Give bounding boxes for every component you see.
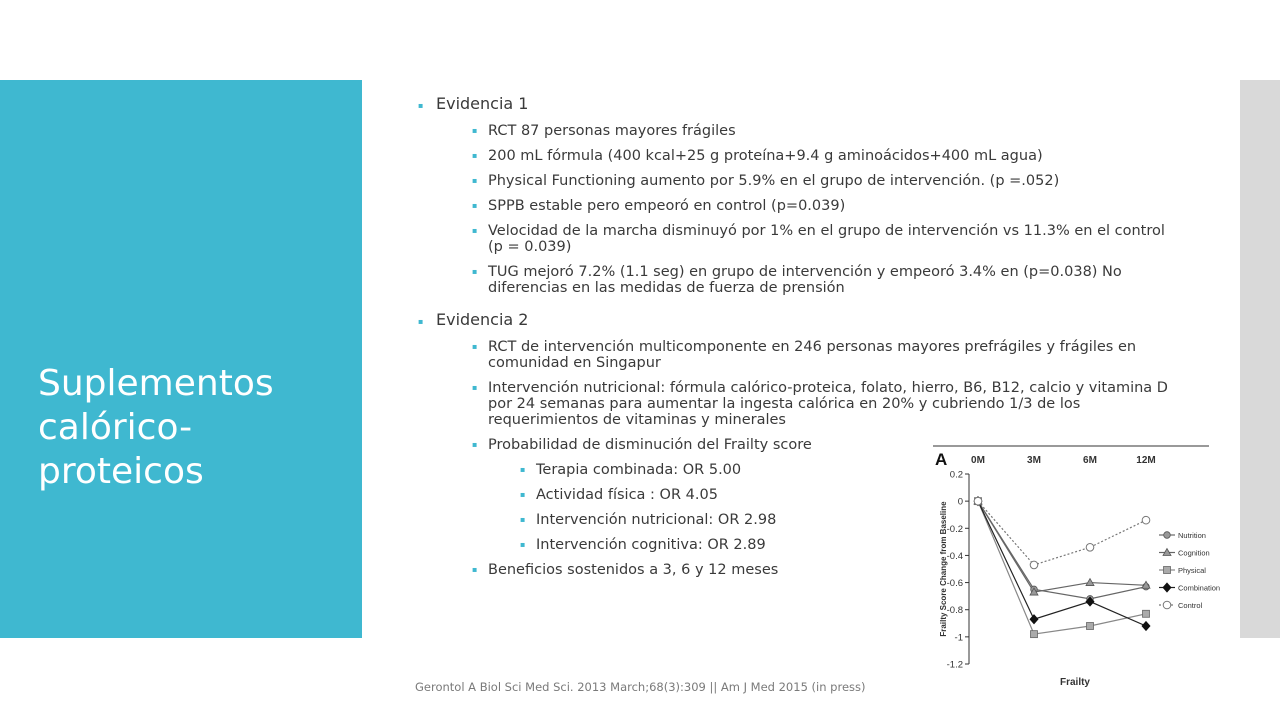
legend-label: Physical <box>1178 566 1206 575</box>
series-line-physical <box>978 501 1146 634</box>
right-decor-strip <box>1240 80 1280 638</box>
evidencia-1-item: ▪ Velocidad de la marcha disminuyó por 1% en el grupo de intervención vs 11.3% en el control (p = 0.039) <box>418 223 1178 255</box>
x-category-label: 3M <box>1027 455 1041 466</box>
y-tick-label: -0.6 <box>946 578 963 590</box>
evidencia-2-item: ▪ Intervención nutricional: fórmula calórico-proteica, folato, hierro, B6, B12, calcio y vitamina D por 24 semanas para aumentar la ingesta calórica en 20% y cubriendo 1/3 de los requerimientos de vitaminas y minerales <box>418 380 1178 428</box>
evidencia-1-item: ▪ RCT 87 personas mayores frágiles <box>418 123 1178 139</box>
data-point-physical <box>1143 610 1150 617</box>
data-point-physical <box>1031 631 1038 638</box>
y-tick-label: -0.4 <box>946 550 963 562</box>
x-category-label: 6M <box>1083 455 1097 466</box>
or-subitem: ▪ Intervención cognitiva: OR 2.89 <box>418 537 1178 553</box>
y-tick-label: 0.2 <box>949 469 963 481</box>
legend-marker-control <box>1163 601 1171 609</box>
spacer <box>418 296 1178 310</box>
data-point-control <box>1086 543 1094 551</box>
data-point-control <box>1030 561 1038 569</box>
slide-title: Suplementos calórico-proteicos <box>38 363 274 492</box>
evidencia-1-item: ▪ TUG mejoró 7.2% (1.1 seg) en grupo de intervención y empeoró 3.4% en (p=0.038) No diferencias en las medidas de fuerza de prensión <box>418 264 1178 296</box>
evidencia-1-heading: ▪ Evidencia 1 <box>418 94 1178 114</box>
y-tick-label: -1 <box>954 632 963 644</box>
y-axis-title: Frailty Score Change from Baseline <box>939 501 948 637</box>
series-line-combination <box>978 501 1146 626</box>
or-subitem: ▪ Actividad física : OR 4.05 <box>418 487 1178 503</box>
chart-panel-letter: A <box>935 450 948 469</box>
data-point-control <box>1142 516 1150 524</box>
title-panel <box>0 80 362 638</box>
x-category-label: 12M <box>1136 455 1156 466</box>
x-axis-title: Frailty <box>1059 677 1091 688</box>
y-tick-label: -1.2 <box>946 659 963 671</box>
data-point-cognition <box>1086 579 1094 586</box>
y-tick-label: -0.2 <box>946 523 963 535</box>
legend-label: Control <box>1178 601 1203 610</box>
y-tick-label: 0 <box>957 496 963 508</box>
data-point-combination <box>1030 615 1038 624</box>
or-subitem: ▪ Intervención nutricional: OR 2.98 <box>418 512 1178 528</box>
legend-marker-physical <box>1164 567 1171 574</box>
citation-footer: Gerontol A Biol Sci Med Sci. 2013 March;68(3):309 || Am J Med 2015 (in press) <box>415 680 866 694</box>
x-category-label: 0M <box>971 455 985 466</box>
legend-label: Combination <box>1178 583 1221 593</box>
evidencia-2-heading: ▪ Evidencia 2 <box>418 310 1178 330</box>
or-subitem: ▪ Terapia combinada: OR 5.00 <box>418 462 1178 478</box>
legend-label: Cognition <box>1178 548 1210 558</box>
evidencia-1-item: ▪ 200 mL fórmula (400 kcal+25 g proteína+9.4 g aminoácidos+400 mL agua) <box>418 148 1178 164</box>
legend-marker-combination <box>1163 583 1171 592</box>
evidencia-2-item: ▪ Beneficios sostenidos a 3, 6 y 12 meses <box>418 562 1178 578</box>
evidencia-2-item: ▪ Probabilidad de disminución del Frailty score <box>418 437 1178 453</box>
frailty-chart <box>933 444 1221 700</box>
data-point-control <box>974 497 982 505</box>
evidencia-2-item: ▪ RCT de intervención multicomponente en 246 personas mayores prefrágiles y frágiles en comunidad en Singapur <box>418 339 1178 371</box>
series-line-cognition <box>978 501 1146 592</box>
data-point-combination <box>1142 622 1150 631</box>
y-tick-label: -0.8 <box>946 605 963 617</box>
frailty-chart-svg <box>933 444 1221 700</box>
legend-marker-nutrition <box>1164 532 1171 539</box>
evidencia-1-item: ▪ Physical Functioning aumento por 5.9% en el grupo de intervención. (p =.052) <box>418 173 1178 189</box>
data-point-physical <box>1087 623 1094 630</box>
legend-label: Nutrition <box>1178 531 1206 540</box>
evidencia-1-item: ▪ SPPB estable pero empeoró en control (p=0.039) <box>418 198 1178 214</box>
